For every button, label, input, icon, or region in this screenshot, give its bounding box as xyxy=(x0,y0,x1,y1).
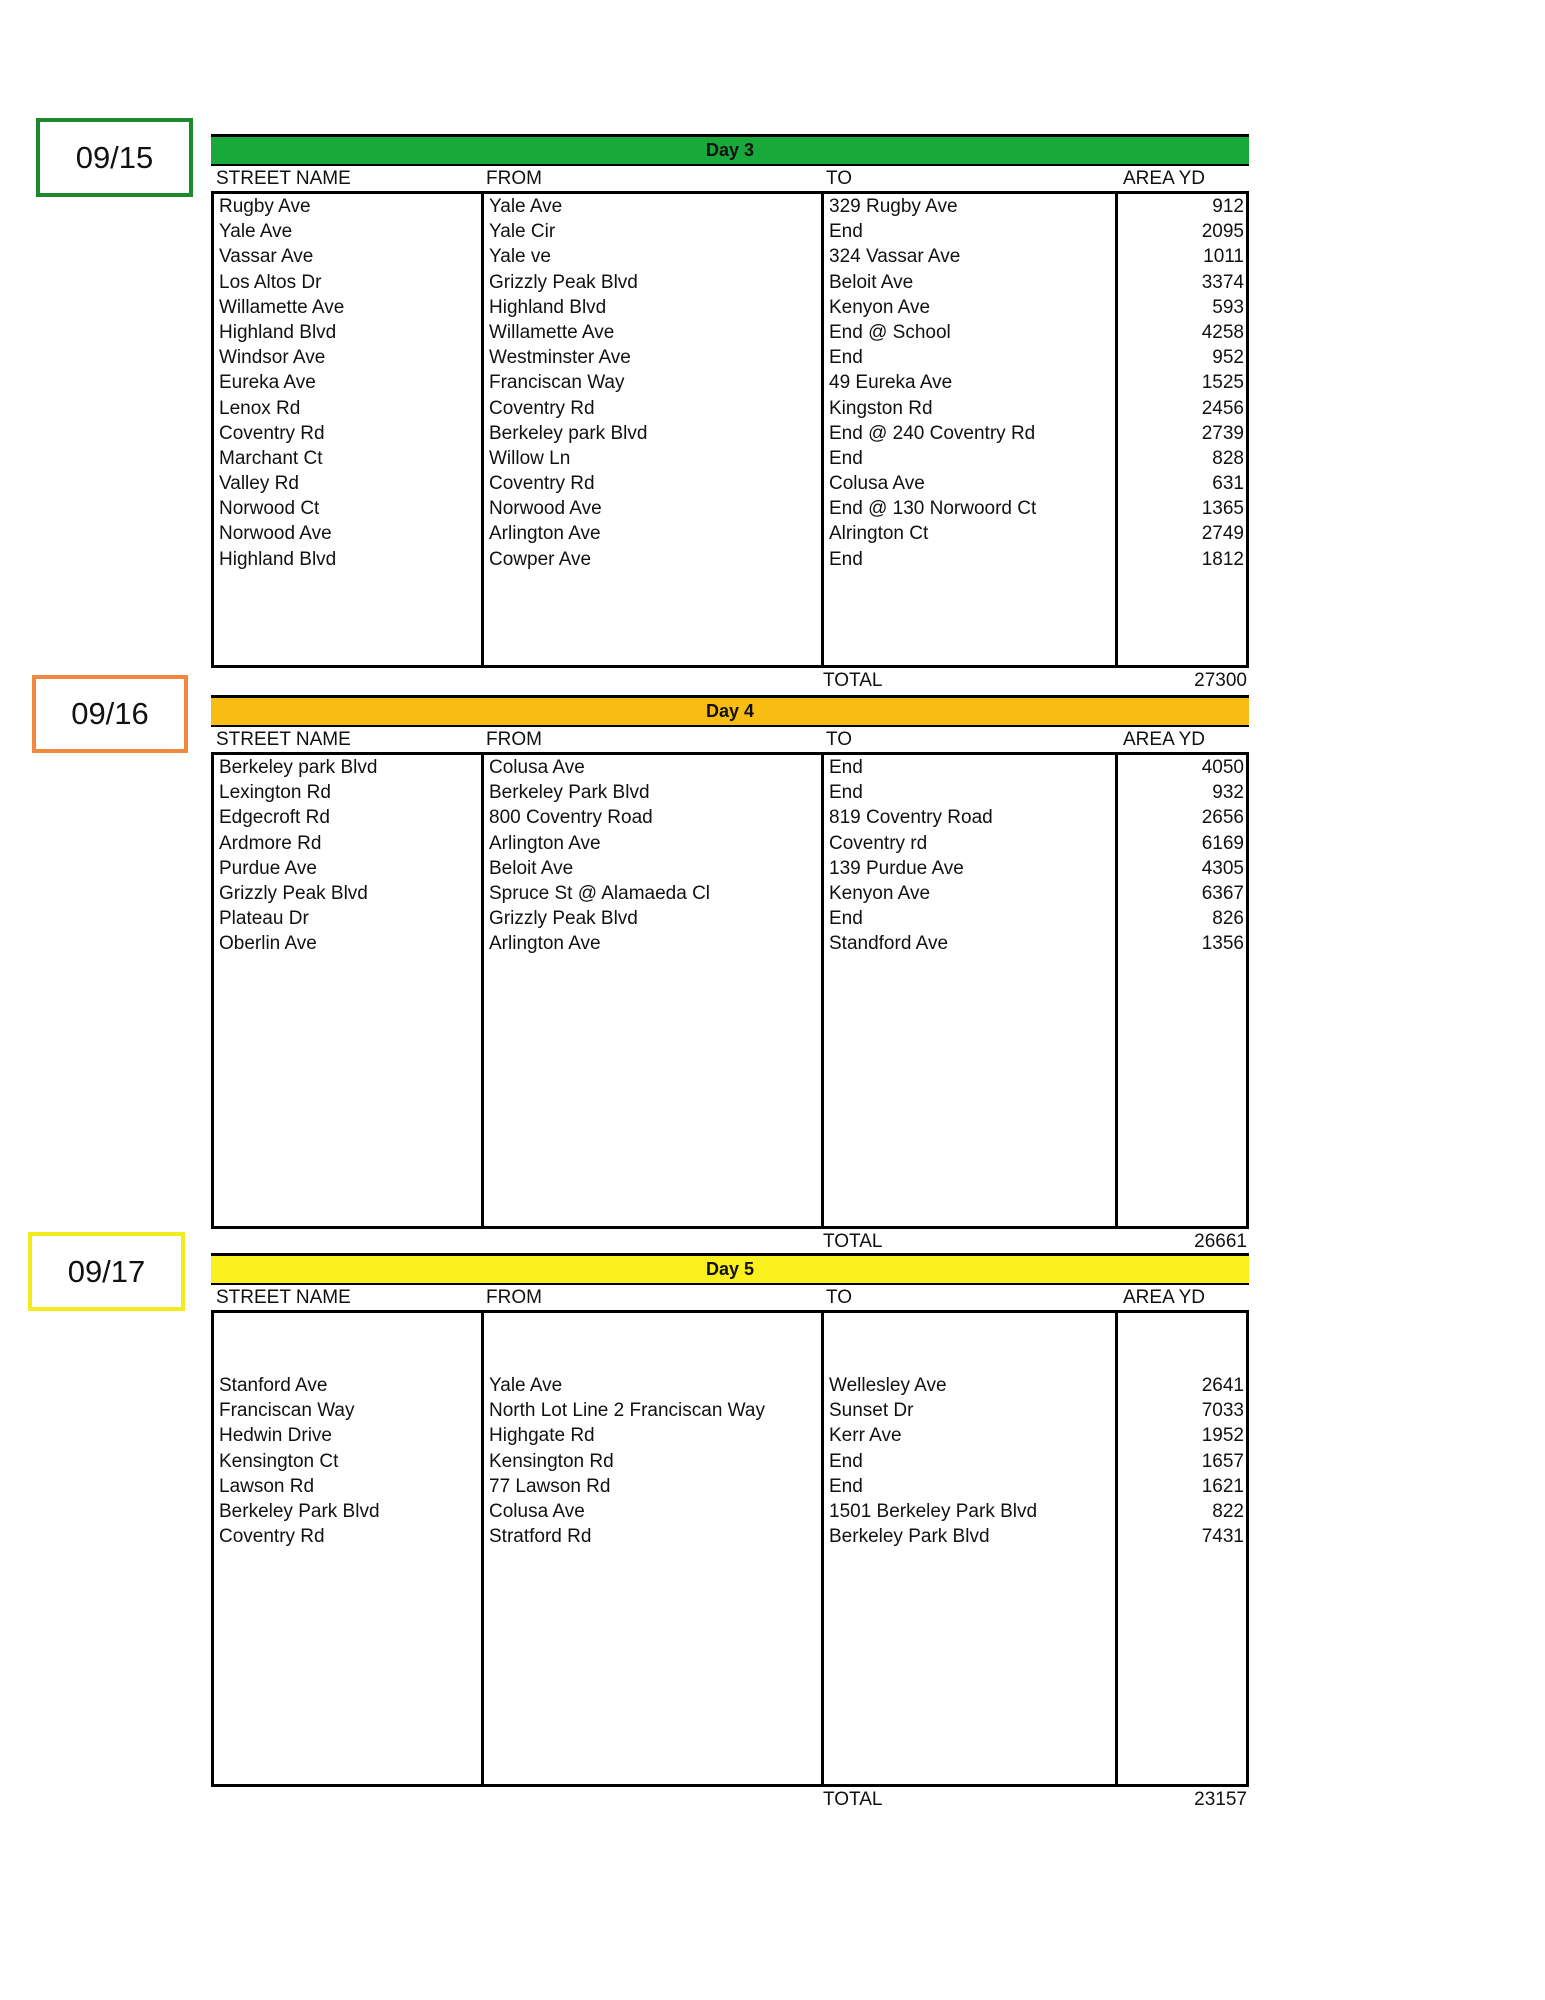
schedule-section-day-5 xyxy=(211,1253,1249,1811)
cell-street-name: Windsor Ave xyxy=(219,347,326,369)
cell-from: Grizzly Peak Blvd xyxy=(489,271,638,293)
cell-street-name: Willamette Ave xyxy=(219,296,345,318)
cell-area-yd: 2656 xyxy=(1201,807,1244,829)
cell-area-yd: 7431 xyxy=(1201,1526,1244,1548)
total-label: TOTAL xyxy=(823,1789,883,1810)
cell-from: Arlington Ave xyxy=(489,933,601,955)
table-row xyxy=(214,931,1246,956)
column-header-row xyxy=(211,725,1249,752)
header-from: FROM xyxy=(486,729,542,750)
cell-from: Arlington Ave xyxy=(489,523,601,545)
cell-from: North Lot Line 2 Franciscan Way xyxy=(489,1400,765,1422)
cell-area-yd: 3374 xyxy=(1201,271,1244,293)
cell-street-name: Oberlin Ave xyxy=(219,933,317,955)
cell-to: Alrington Ct xyxy=(829,523,929,545)
cell-from: Yale Ave xyxy=(489,196,563,217)
cell-area-yd: 1657 xyxy=(1201,1450,1244,1472)
cell-to: Coventry rd xyxy=(829,832,928,854)
table-row xyxy=(214,1499,1246,1524)
cell-from: Highgate Rd xyxy=(489,1425,595,1447)
column-header-row xyxy=(211,1283,1249,1310)
cell-to: 49 Eureka Ave xyxy=(829,372,953,394)
cell-from: Norwood Ave xyxy=(489,498,602,520)
cell-from: Willow Ln xyxy=(489,447,571,469)
cell-to: Sunset Dr xyxy=(829,1400,914,1422)
table-row xyxy=(214,295,1246,320)
table-row xyxy=(214,1524,1246,1549)
table-row xyxy=(214,1398,1246,1423)
table-row xyxy=(214,881,1246,906)
cell-area-yd: 7033 xyxy=(1201,1400,1244,1422)
table-row xyxy=(214,396,1246,421)
cell-from: Yale Cir xyxy=(489,221,556,243)
cell-street-name: Coventry Rd xyxy=(219,1526,325,1548)
cell-from: Westminster Ave xyxy=(489,347,631,369)
cell-to: Wellesley Ave xyxy=(829,1375,947,1396)
table-row xyxy=(214,856,1246,881)
cell-from: Willamette Ave xyxy=(489,321,615,343)
cell-area-yd: 631 xyxy=(1212,473,1244,495)
cell-from: Kensington Rd xyxy=(489,1450,614,1472)
cell-from: Yale ve xyxy=(489,246,551,268)
cell-from: Coventry Rd xyxy=(489,397,595,419)
cell-area-yd: 828 xyxy=(1212,447,1244,469)
table-row xyxy=(214,244,1246,269)
header-to: TO xyxy=(826,729,853,750)
table-row xyxy=(214,831,1246,856)
cell-to: End xyxy=(829,908,863,930)
cell-to: End @ 240 Coventry Rd xyxy=(829,422,1036,444)
date-label-day-4: 09/16 xyxy=(32,675,188,753)
cell-street-name: Plateau Dr xyxy=(219,908,309,930)
cell-to: Kenyon Ave xyxy=(829,882,931,904)
header-to: TO xyxy=(826,1287,853,1308)
cell-from: Stratford Rd xyxy=(489,1526,592,1548)
cell-area-yd: 1952 xyxy=(1201,1425,1244,1447)
cell-area-yd: 4258 xyxy=(1201,321,1244,343)
cell-to: Kenyon Ave xyxy=(829,296,931,318)
cell-street-name: Los Altos Dr xyxy=(219,271,322,293)
table-rows xyxy=(214,194,1246,572)
total-value: 27300 xyxy=(1194,670,1247,691)
cell-to: End xyxy=(829,757,863,778)
total-row xyxy=(211,1229,1249,1253)
day-header-bar: Day 5 xyxy=(211,1253,1249,1283)
table-row xyxy=(214,906,1246,931)
table-rows xyxy=(214,755,1246,957)
cell-from: Colusa Ave xyxy=(489,757,585,778)
cell-from: Berkeley park Blvd xyxy=(489,422,648,444)
cell-to: End xyxy=(829,1475,863,1497)
cell-street-name: Grizzly Peak Blvd xyxy=(219,882,368,904)
table-row xyxy=(214,755,1246,780)
table-rows xyxy=(214,1373,1246,1549)
cell-street-name: Berkeley park Blvd xyxy=(219,757,378,778)
cell-street-name: Kensington Ct xyxy=(219,1450,339,1472)
cell-area-yd: 1525 xyxy=(1201,372,1244,394)
header-area-yd: AREA YD xyxy=(1123,729,1206,750)
cell-area-yd: 2739 xyxy=(1201,422,1244,444)
cell-street-name: Lenox Rd xyxy=(219,397,301,419)
table-row xyxy=(214,1474,1246,1499)
cell-to: 329 Rugby Ave xyxy=(829,196,958,217)
cell-street-name: Yale Ave xyxy=(219,221,293,243)
cell-from: 800 Coventry Road xyxy=(489,807,653,829)
header-to: TO xyxy=(826,168,853,189)
cell-to: Berkeley Park Blvd xyxy=(829,1526,990,1548)
header-area-yd: AREA YD xyxy=(1123,168,1206,189)
cell-area-yd: 1011 xyxy=(1203,246,1244,268)
cell-from: Coventry Rd xyxy=(489,473,595,495)
header-street-name: STREET NAME xyxy=(216,168,351,189)
cell-to: End xyxy=(829,782,863,804)
schedule-section-day-4 xyxy=(211,695,1249,1253)
cell-from: Spruce St @ Alamaeda Cl xyxy=(489,882,711,904)
table-row xyxy=(214,1449,1246,1474)
cell-street-name: Rugby Ave xyxy=(219,196,311,217)
table-row xyxy=(214,521,1246,546)
cell-area-yd: 593 xyxy=(1212,296,1244,318)
column-header-row xyxy=(211,164,1249,191)
cell-area-yd: 822 xyxy=(1212,1500,1244,1522)
cell-to: Kingston Rd xyxy=(829,397,933,419)
cell-to: End @ 130 Norwoord Ct xyxy=(829,498,1037,520)
table-row xyxy=(214,194,1246,219)
cell-to: 139 Purdue Ave xyxy=(829,857,964,879)
cell-street-name: Norwood Ct xyxy=(219,498,320,520)
cell-to: Standford Ave xyxy=(829,933,949,955)
cell-street-name: Hedwin Drive xyxy=(219,1425,332,1447)
total-value: 26661 xyxy=(1194,1231,1247,1252)
table-row xyxy=(214,320,1246,345)
table-row xyxy=(214,1373,1246,1398)
cell-area-yd: 1812 xyxy=(1201,548,1244,570)
cell-street-name: Valley Rd xyxy=(219,473,299,495)
total-row xyxy=(211,668,1249,692)
cell-street-name: Norwood Ave xyxy=(219,523,332,545)
cell-street-name: Stanford Ave xyxy=(219,1375,328,1396)
cell-to: End xyxy=(829,221,863,243)
cell-area-yd: 2749 xyxy=(1201,523,1244,545)
cell-to: Kerr Ave xyxy=(829,1425,902,1447)
total-label: TOTAL xyxy=(823,1231,883,1252)
cell-area-yd: 826 xyxy=(1212,908,1244,930)
cell-to: End xyxy=(829,347,863,369)
cell-street-name: Lawson Rd xyxy=(219,1475,315,1497)
street-table xyxy=(211,1310,1249,1787)
cell-street-name: Edgecroft Rd xyxy=(219,807,330,829)
cell-area-yd: 1356 xyxy=(1201,933,1244,955)
table-row xyxy=(214,270,1246,295)
cell-street-name: Lexington Rd xyxy=(219,782,331,804)
header-street-name: STREET NAME xyxy=(216,1287,351,1308)
table-row xyxy=(214,471,1246,496)
table-row xyxy=(214,1423,1246,1448)
table-row xyxy=(214,805,1246,830)
table-row xyxy=(214,345,1246,370)
total-label: TOTAL xyxy=(823,670,883,691)
cell-to: 819 Coventry Road xyxy=(829,807,993,829)
cell-street-name: Berkeley Park Blvd xyxy=(219,1500,380,1522)
cell-from: Yale Ave xyxy=(489,1375,563,1396)
cell-to: 1501 Berkeley Park Blvd xyxy=(829,1500,1038,1522)
cell-area-yd: 2095 xyxy=(1201,221,1244,243)
cell-from: Beloit Ave xyxy=(489,857,574,879)
cell-area-yd: 6367 xyxy=(1201,882,1244,904)
header-area-yd: AREA YD xyxy=(1123,1287,1206,1308)
cell-street-name: Ardmore Rd xyxy=(219,832,322,854)
cell-from: Colusa Ave xyxy=(489,1500,585,1522)
cell-area-yd: 4050 xyxy=(1201,757,1244,778)
cell-area-yd: 2641 xyxy=(1201,1375,1244,1396)
header-from: FROM xyxy=(486,168,542,189)
header-from: FROM xyxy=(486,1287,542,1308)
cell-to: End @ School xyxy=(829,321,951,343)
cell-street-name: Marchant Ct xyxy=(219,447,323,469)
cell-area-yd: 952 xyxy=(1212,347,1244,369)
cell-to: End xyxy=(829,447,863,469)
table-row xyxy=(214,446,1246,471)
total-row xyxy=(211,1787,1249,1811)
cell-street-name: Eureka Ave xyxy=(219,372,316,394)
total-value: 23157 xyxy=(1194,1789,1247,1810)
date-label-day-5: 09/17 xyxy=(28,1232,185,1311)
cell-from: Arlington Ave xyxy=(489,832,601,854)
cell-area-yd: 912 xyxy=(1212,196,1244,217)
cell-area-yd: 6169 xyxy=(1201,832,1244,854)
cell-to: Colusa Ave xyxy=(829,473,925,495)
cell-to: End xyxy=(829,1450,863,1472)
cell-area-yd: 932 xyxy=(1212,782,1244,804)
cell-to: Beloit Ave xyxy=(829,271,914,293)
cell-street-name: Highland Blvd xyxy=(219,548,337,570)
cell-from: Franciscan Way xyxy=(489,372,625,394)
table-row xyxy=(214,370,1246,395)
table-row xyxy=(214,780,1246,805)
date-label-day-3: 09/15 xyxy=(36,118,193,197)
cell-street-name: Purdue Ave xyxy=(219,857,317,879)
street-table xyxy=(211,752,1249,1229)
cell-area-yd: 4305 xyxy=(1201,857,1244,879)
cell-area-yd: 2456 xyxy=(1201,397,1244,419)
street-table xyxy=(211,191,1249,668)
cell-street-name: Highland Blvd xyxy=(219,321,337,343)
schedule-section-day-3 xyxy=(211,134,1249,692)
cell-from: Berkeley Park Blvd xyxy=(489,782,650,804)
table-row xyxy=(214,219,1246,244)
cell-area-yd: 1621 xyxy=(1201,1475,1244,1497)
cell-to: 324 Vassar Ave xyxy=(829,246,961,268)
table-row xyxy=(214,496,1246,521)
header-street-name: STREET NAME xyxy=(216,729,351,750)
day-header-bar: Day 3 xyxy=(211,134,1249,164)
cell-street-name: Franciscan Way xyxy=(219,1400,355,1422)
cell-from: 77 Lawson Rd xyxy=(489,1475,611,1497)
cell-to: End xyxy=(829,548,863,570)
day-header-bar: Day 4 xyxy=(211,695,1249,725)
cell-street-name: Vassar Ave xyxy=(219,246,314,268)
cell-street-name: Coventry Rd xyxy=(219,422,325,444)
cell-from: Cowper Ave xyxy=(489,548,592,570)
cell-from: Highland Blvd xyxy=(489,296,607,318)
cell-from: Grizzly Peak Blvd xyxy=(489,908,638,930)
table-row xyxy=(214,547,1246,572)
cell-area-yd: 1365 xyxy=(1201,498,1244,520)
table-row xyxy=(214,421,1246,446)
